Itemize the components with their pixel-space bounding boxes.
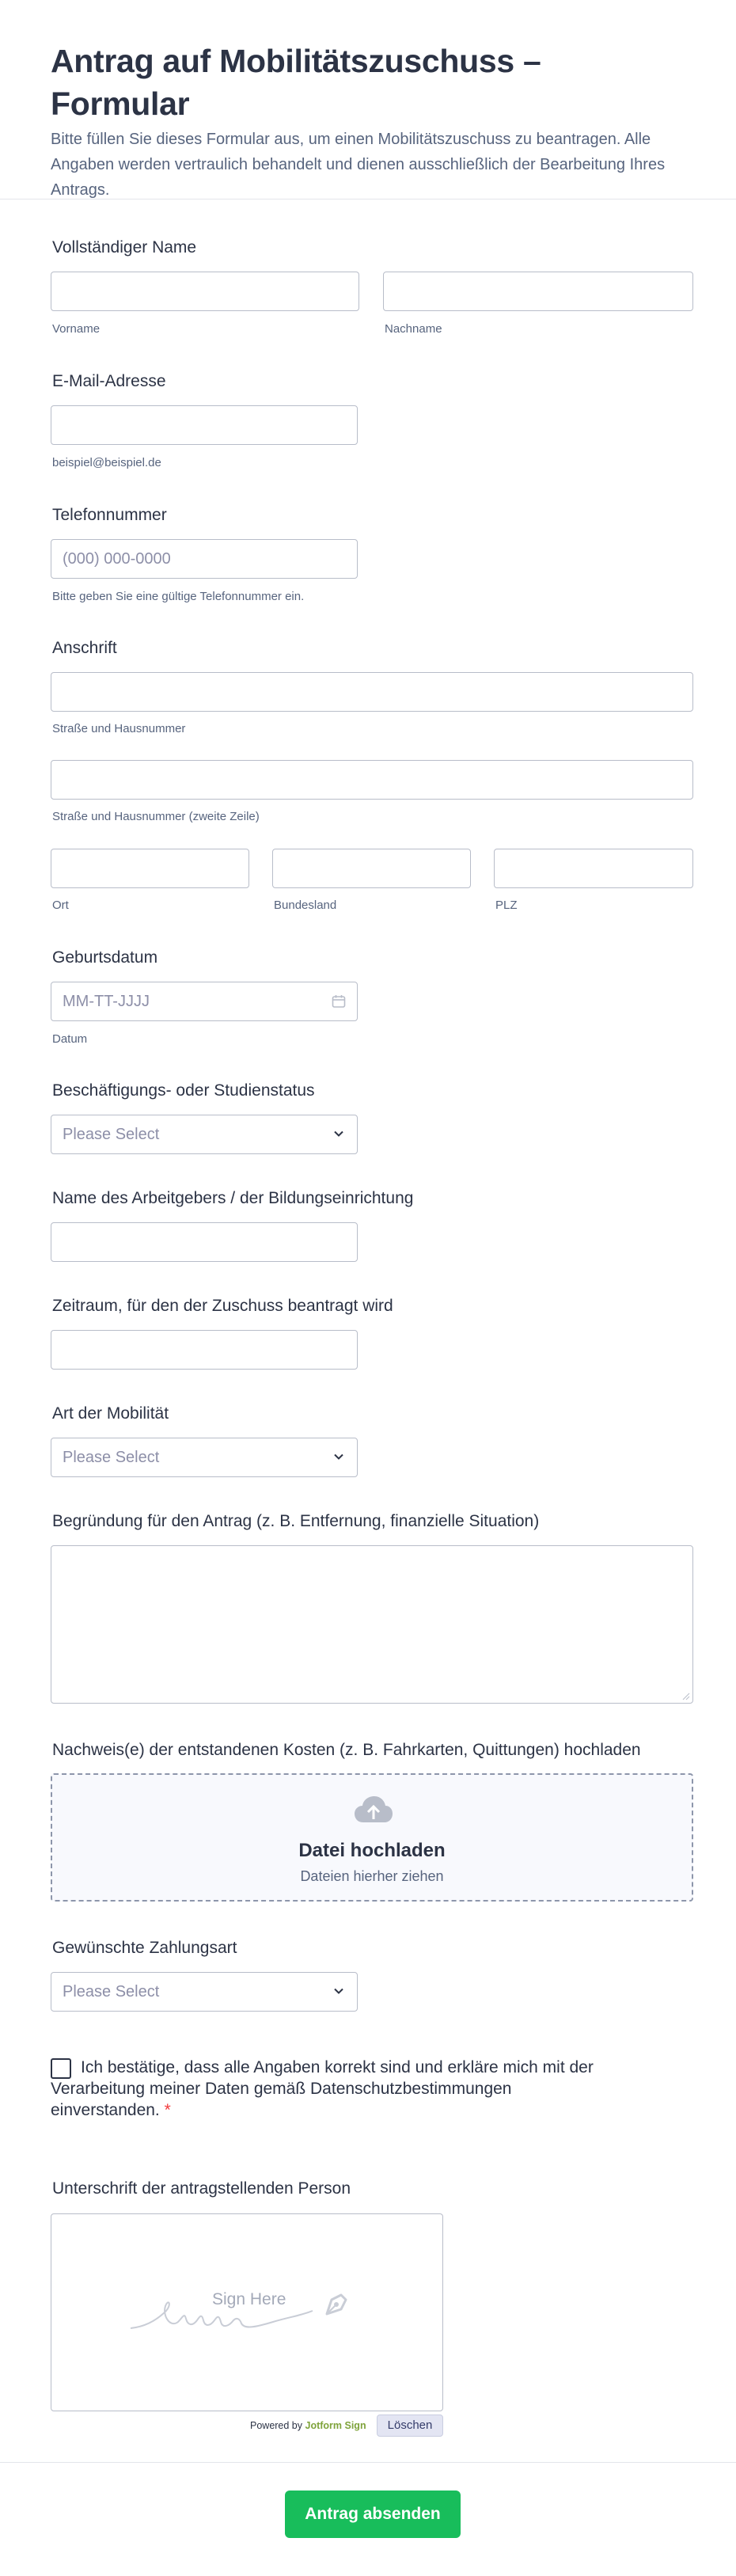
chevron-down-icon: [332, 1984, 346, 1998]
city-sublabel: Ort: [52, 899, 69, 912]
employer-input[interactable]: [51, 1222, 358, 1262]
mobility-selected-value: Please Select: [63, 1449, 160, 1466]
cloud-upload-icon: [354, 1795, 393, 1824]
consent-label: [51, 2057, 620, 2121]
status-label: Beschäftigungs- oder Studienstatus: [52, 1081, 315, 1100]
last-name-sublabel: Nachname: [385, 322, 442, 336]
name-label: Vollständiger Name: [52, 238, 197, 256]
zip-sublabel: PLZ: [495, 899, 518, 912]
mobility-select[interactable]: [51, 1438, 358, 1477]
chevron-down-icon: [332, 1449, 346, 1464]
zip-input[interactable]: [494, 849, 693, 888]
birthdate-input[interactable]: [51, 982, 358, 1021]
resize-handle-icon[interactable]: [682, 1693, 690, 1700]
period-label: Zeitraum, für den der Zuschuss beantragt wird: [52, 1297, 393, 1315]
reason-label: Begründung für den Antrag (z. B. Entfernung, finanzielle Situation): [52, 1512, 540, 1530]
payment-label: Gewünschte Zahlungsart: [52, 1939, 237, 1957]
upload-title: Datei hochladen: [298, 1840, 446, 1861]
signature-label: Unterschrift der antragstellenden Person: [52, 2179, 351, 2198]
phone-label: Telefonnummer: [52, 506, 167, 524]
status-selected-value: Please Select: [63, 1126, 160, 1143]
street2-input[interactable]: [51, 760, 693, 800]
phone-input[interactable]: [51, 539, 358, 579]
payment-select[interactable]: [51, 1972, 358, 2012]
email-input[interactable]: [51, 405, 358, 445]
employer-label: Name des Arbeitgebers / der Bildungseinrichtung: [52, 1189, 414, 1207]
upload-subtitle: Dateien hierher ziehen: [300, 1868, 444, 1884]
payment-selected-value: Please Select: [63, 1983, 160, 2000]
clear-signature-button[interactable]: Löschen: [377, 2415, 443, 2437]
last-name-input[interactable]: [383, 272, 693, 311]
submit-button[interactable]: Antrag absenden: [285, 2491, 461, 2538]
form-header: [0, 0, 736, 199]
period-input[interactable]: [51, 1330, 358, 1370]
form-title: Antrag auf Mobilitätszuschuss – Formular: [51, 43, 541, 122]
street-input[interactable]: [51, 672, 693, 712]
birthdate-label: Geburtsdatum: [52, 948, 158, 967]
signature-pad[interactable]: [51, 2213, 443, 2411]
state-sublabel: Bundesland: [274, 899, 337, 912]
pen-nib-icon: [322, 2289, 352, 2319]
birthdate-sublabel: Datum: [52, 1032, 88, 1046]
phone-sublabel: Bitte geben Sie eine gültige Telefonnummer ein.: [52, 590, 305, 603]
state-input[interactable]: [272, 849, 471, 888]
powered-prefix: Powered by: [250, 2420, 303, 2431]
email-label: E-Mail-Adresse: [52, 372, 166, 390]
file-upload-dropzone[interactable]: [51, 1773, 693, 1902]
powered-by-text: [250, 2420, 366, 2431]
chevron-down-icon: [332, 1127, 346, 1141]
street2-sublabel: Straße und Hausnummer (zweite Zeile): [52, 810, 260, 823]
upload-label: Nachweis(e) der entstandenen Kosten (z. B. Fahrkarten, Quittungen) hochladen: [52, 1741, 641, 1759]
address-label: Anschrift: [52, 639, 117, 657]
first-name-input[interactable]: [51, 272, 359, 311]
email-sublabel: beispiel@beispiel.de: [52, 456, 161, 469]
city-input[interactable]: [51, 849, 249, 888]
footer-divider: [0, 2462, 736, 2463]
consent-text: Ich bestätige, dass alle Angaben korrekt sind und erkläre mich mit der Verarbeitung meiner Daten gemäß Datenschutzbestimmungen einverstanden.: [51, 2058, 594, 2119]
required-marker: *: [164, 2101, 171, 2119]
mobility-label: Art der Mobilität: [52, 1404, 169, 1423]
signature-placeholder: Sign Here: [212, 2290, 286, 2308]
first-name-sublabel: Vorname: [52, 322, 101, 336]
status-select[interactable]: [51, 1115, 358, 1154]
form-subtitle: Bitte füllen Sie dieses Formular aus, um einen Mobilitätszuschuss zu beantragen. Alle Angaben werden vertraulich behandelt und dienen ausschließlich der Bearbeitung Ihres Antrags.: [51, 131, 666, 199]
reason-textarea[interactable]: [51, 1545, 693, 1704]
powered-brand: Jotform Sign: [305, 2420, 366, 2431]
street-sublabel: Straße und Hausnummer: [52, 722, 186, 735]
calendar-icon[interactable]: [331, 994, 347, 1009]
